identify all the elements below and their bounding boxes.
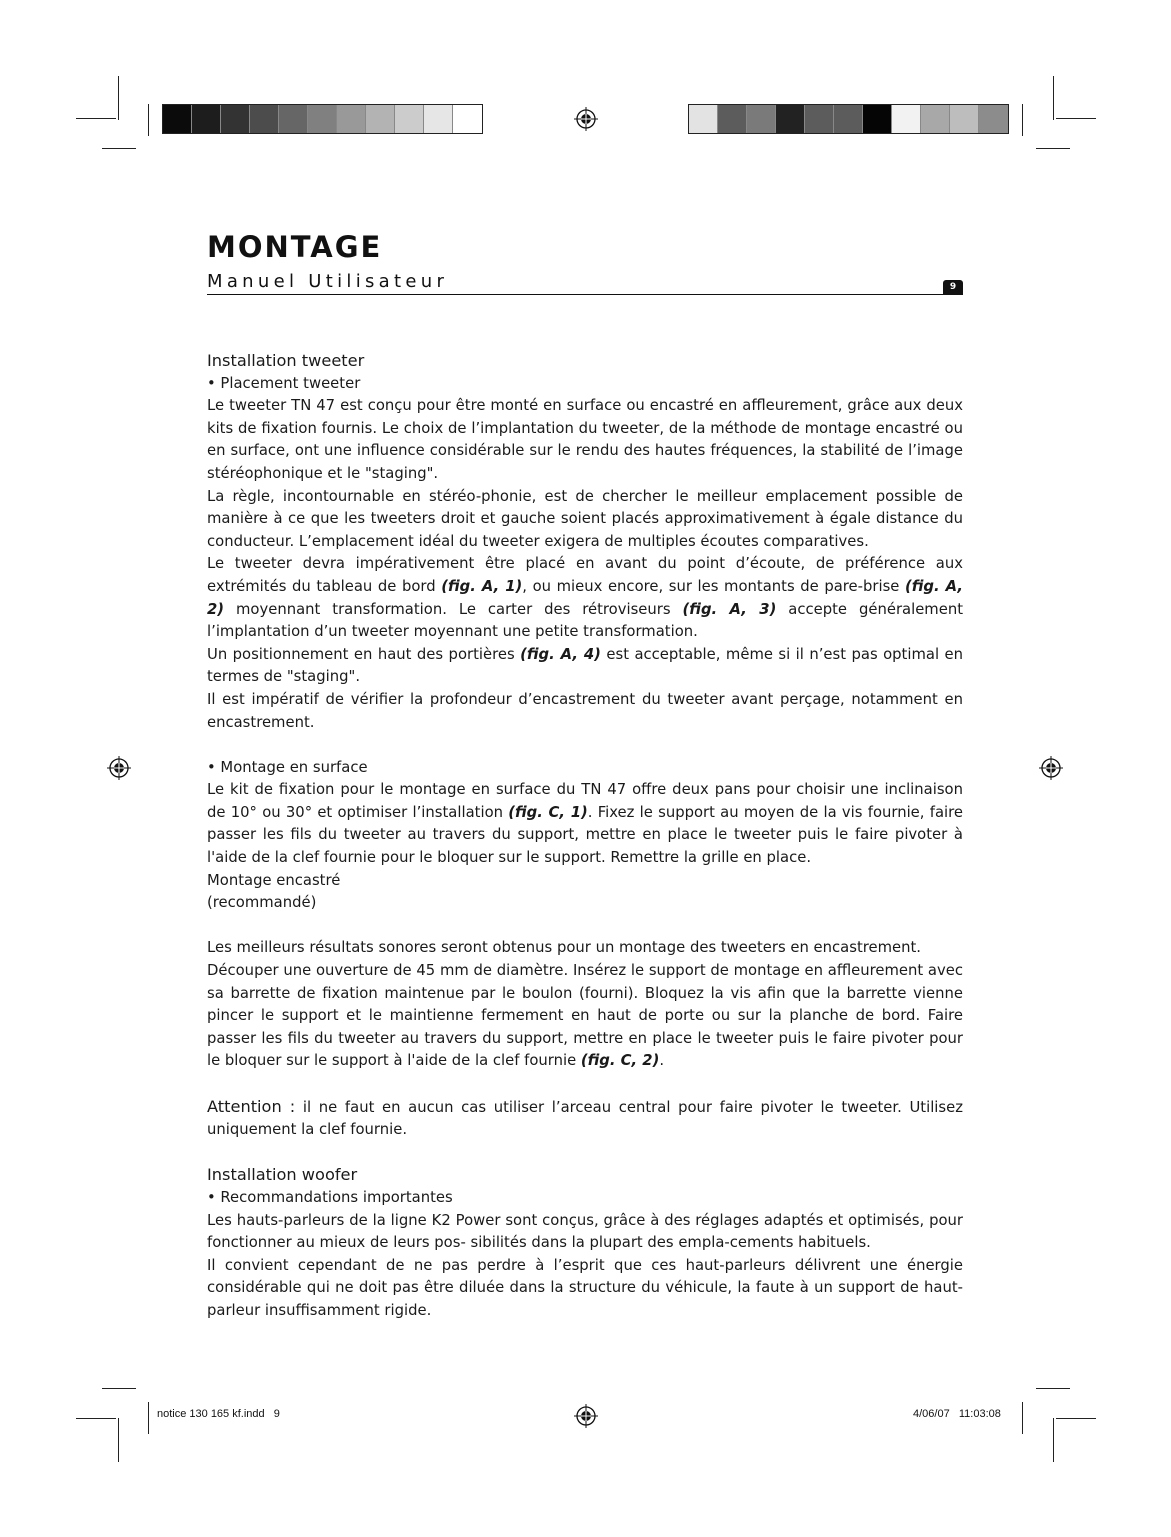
color-swatch [863,105,892,133]
paragraph-door-position: Un positionnement en haut des portières (fig. A, 4) est acceptable, même si il n’est pas optimal en termes de "staging". [207,645,963,686]
bullet-surface-mount: • Montage en surface [207,758,368,776]
bullet-important-recommendations: • Recommandations importantes [207,1188,453,1206]
crop-mark-top-right-horizontal-inner [1036,148,1070,149]
page-number-badge: 9 [943,280,963,294]
paragraph-depth-check: Il est impératif de vérifier la profondeur d’encastrement du tweeter avant perçage, notamment en encastrement. [207,690,963,731]
section-heading-woofer: Installation woofer [207,1165,358,1185]
paragraph-stereo-rule: La règle, incontournable en stéréo-phonie, est de chercher le meilleur emplacement possible de manière à ce que les tweeters droit et gauche soient placés approximativement à égale distance du conducteur. L’emplacement idéal du tweeter exigera de multiples écoutes comparatives. [207,487,963,550]
crop-mark-top-right-vertical-inner [1022,104,1023,136]
crop-mark-bottom-left-horizontal [76,1418,116,1419]
page-title: MONTAGE [207,230,383,264]
crop-mark-top-left-vertical-inner [148,104,149,136]
figure-reference: (fig. A, 4) [520,645,601,663]
paragraph-energy-warning: Il convient cependant de ne pas perdre à l’esprit que ces haut-parleurs délivrent une énergie considérable qui ne doit pas être diluée dans la structure du véhicule, la faute à un support de haut-parleur insuffisamment rigide. [207,1256,963,1319]
color-swatch [279,105,308,133]
color-swatch [921,105,950,133]
color-swatch [979,105,1008,133]
color-bar-grayscale [162,104,483,134]
color-swatch [776,105,805,133]
paragraph-flush-procedure: Découper une ouverture de 45 mm de diamètre. Insérez le support de montage en affleurement avec sa barrette de fixation maintenue par le boulon (fourni). Bloquez la vis afin que la barrette vienne pincer le support et le maintienne fermement en haut de porte ou sur la planche de bord. Faire passer les fils du tweeter au travers du support, mettre en place le tweeter puis le faire pivoter pour le bloquer sur le support à l'aide de la clef fournie (fig. C, 2). [207,962,963,1070]
paragraph-tweeter-placement: Le tweeter devra impérativement être placé en avant du point d’écoute, de préférence aux extrémités du tableau de bord (fig. A, 1), ou mieux encore, sur les montants de pare-brise (fig. A, 2) moyennant transformation. Le carter des rétroviseurs (fig. A, 3) accepte généralement l’implantation d’un tweeter moyennant une petite transformation. [207,555,964,641]
color-bar-gray-tones [688,104,1009,134]
crop-mark-top-left-vertical [118,76,119,120]
color-swatch [366,105,395,133]
registration-mark-left-icon [107,756,131,780]
crop-mark-top-right-vertical [1053,76,1054,120]
figure-reference: (fig. A, 1) [441,577,523,595]
color-swatch [395,105,424,133]
color-swatch [950,105,979,133]
bullet-placement-tweeter: • Placement tweeter [207,374,361,392]
color-swatch [192,105,221,133]
color-swatch [337,105,366,133]
registration-mark-right-icon [1039,756,1063,780]
color-swatch [424,105,453,133]
crop-mark-bottom-right-horizontal-inner [1036,1388,1070,1389]
paragraph-best-results: Les meilleurs résultats sonores seront obtenus pour un montage des tweeters en encastrement. [207,939,922,957]
color-swatch [689,105,718,133]
crop-mark-top-left-horizontal [76,118,116,119]
crop-mark-bottom-left-vertical-inner [148,1402,149,1434]
paragraph-k2-power: Les hauts-parleurs de la ligne K2 Power sont conçus, grâce à des réglages adaptés et optimisés, pour fonctionner au mieux de leurs pos- sibilités dans la plupart des empla-cements habituels. [207,1211,963,1252]
color-swatch [453,105,482,133]
crop-mark-bottom-left-vertical [118,1418,119,1462]
line-recommended: (recommandé) [207,894,317,912]
crop-mark-top-right-horizontal [1056,118,1096,119]
color-swatch [221,105,250,133]
crop-mark-bottom-right-vertical-inner [1022,1402,1023,1434]
crop-mark-bottom-right-horizontal [1056,1418,1096,1419]
line-flush-mount: Montage encastré [207,871,341,889]
crop-mark-top-left-horizontal-inner [102,148,136,149]
paragraph-surface-mount: Le kit de fixation pour le montage en surface du TN 47 offre deux pans pour choisir une inclinaison de 10° ou 30° et optimiser l’installation (fig. C, 1). Fixez le support au moyen de la vis fournie, faire passer les fils du tweeter au travers du support, mettre en place le tweeter puis le faire pivoter à l'aide de la clef fournie pour le bloquer sur le support. Remettre la grille en place. [207,781,963,867]
figure-reference: (fig. C, 1) [508,803,588,821]
figure-reference: (fig. A, 2) [207,577,963,618]
slug-file-name: notice 130 165 kf.indd 9 [157,1408,280,1420]
color-swatch [718,105,747,133]
color-swatch [747,105,776,133]
slug-date-time: 4/06/07 11:03:08 [913,1408,1001,1420]
attention-label: Attention : [207,1096,296,1116]
figure-reference: (fig. C, 2) [580,1052,660,1070]
color-swatch [163,105,192,133]
registration-mark-top-icon [574,107,598,131]
color-swatch [892,105,921,133]
color-swatch [308,105,337,133]
color-swatch [805,105,834,133]
registration-mark-bottom-icon [574,1404,598,1428]
color-swatch [834,105,863,133]
crop-mark-bottom-left-horizontal-inner [102,1388,136,1389]
section-heading-tweeter: Installation tweeter [207,351,365,370]
page-body [207,350,963,1323]
color-swatch [250,105,279,133]
page-subtitle: Manuel Utilisateur [207,271,449,292]
crop-mark-bottom-right-vertical [1053,1418,1054,1462]
paragraph-tweeter-intro: Le tweeter TN 47 est conçu pour être monté en surface ou encastré en affleurement, grâce aux deux kits de fixation fournis. Le choix de l’implantation du tweeter, de la méthode de montage encastré ou en surface, ont une influence considérable sur le rendu des hautes fréquences, la stabilité de l’image stéréophonique et le "staging". [207,397,963,482]
paragraph-attention: Attention : il ne faut en aucun cas utiliser l’arceau central pour faire pivoter le tweeter. Utilisez uniquement la clef fournie. [207,1096,963,1139]
header-rule [207,294,963,295]
figure-reference: (fig. A, 3) [682,600,777,618]
